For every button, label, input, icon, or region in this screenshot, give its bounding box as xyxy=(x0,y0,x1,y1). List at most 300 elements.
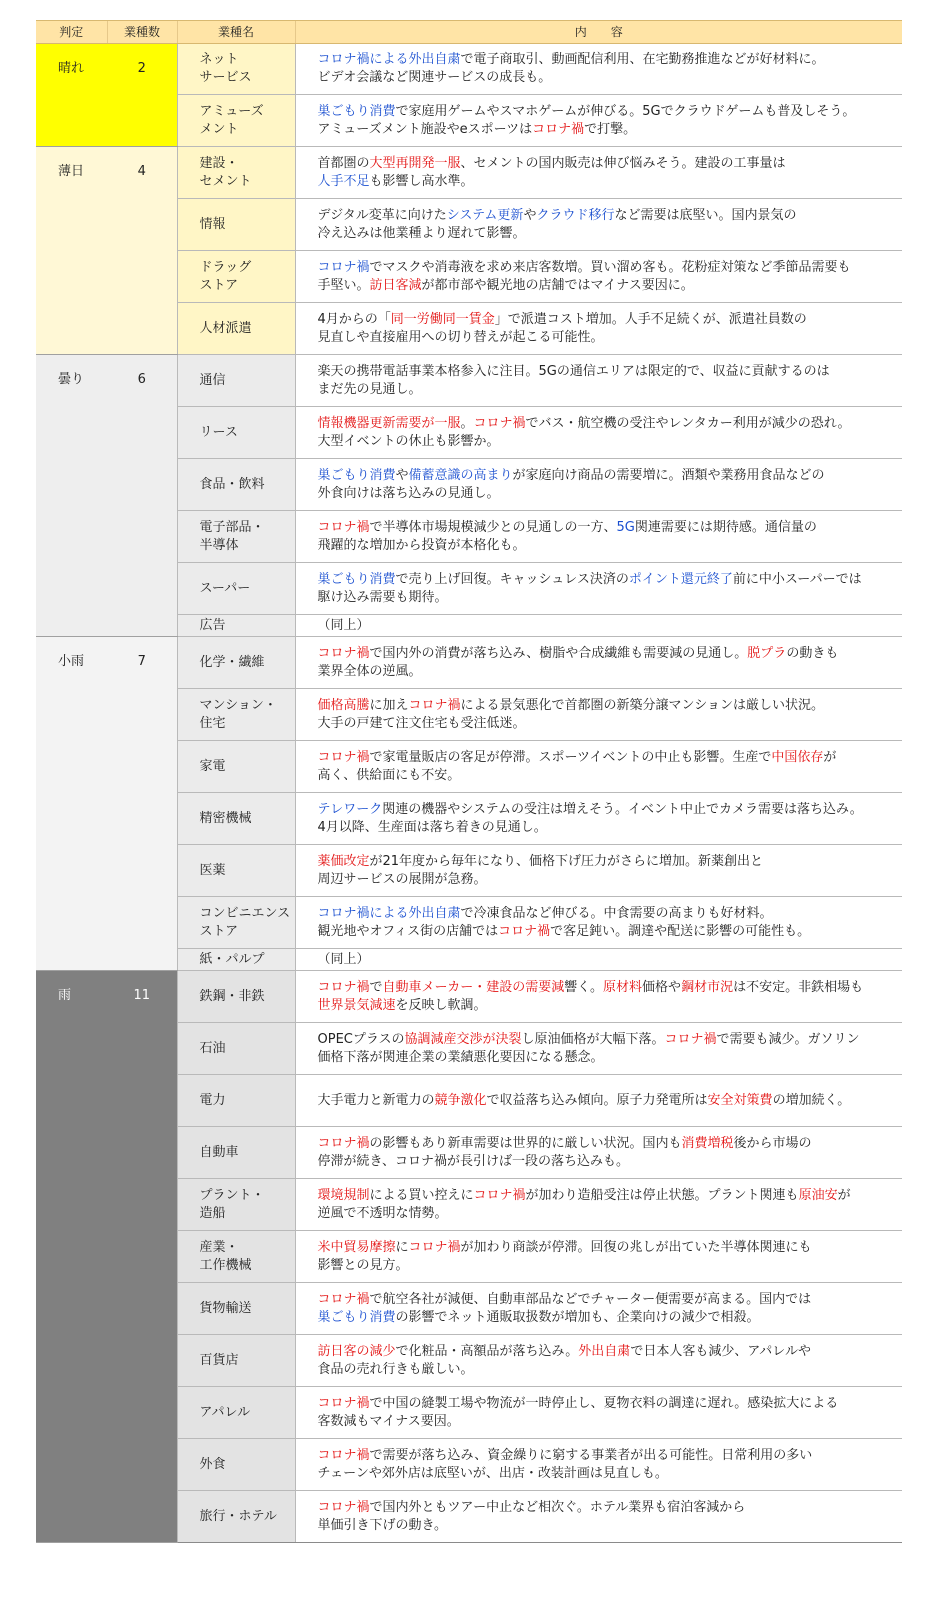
content-line xyxy=(318,979,899,997)
content-text: 高く、供給面にも不安。 xyxy=(317,767,461,783)
industry-name-cell xyxy=(177,971,295,1023)
industry-name-line: 電力 xyxy=(199,1092,226,1108)
industry-name-cell xyxy=(177,615,295,637)
content-cell xyxy=(295,637,902,689)
content-line xyxy=(318,329,899,347)
content-text: も影響し高水準。 xyxy=(369,173,474,189)
highlight-keyword: コロナ禍による外出自粛 xyxy=(317,52,461,67)
header-industry: 業種名 xyxy=(177,21,295,44)
content-text: で半導体市場規模減少との見通しの一方、 xyxy=(369,519,617,535)
highlight-keyword: ポイント還元終了 xyxy=(628,571,733,587)
table-row xyxy=(36,355,902,407)
content-text: による買い控えに xyxy=(369,1187,474,1203)
content-line xyxy=(318,155,899,173)
judgement-cell: 晴れ xyxy=(36,44,107,147)
highlight-keyword: コロナ禍 xyxy=(317,1135,370,1151)
highlight-keyword: 環境規制 xyxy=(317,1187,370,1203)
content-text: 。 xyxy=(460,415,474,431)
content-text: の増加続く。 xyxy=(772,1092,851,1108)
highlight-keyword: 同一労働同一賃金 xyxy=(390,311,495,327)
content-text: や xyxy=(523,207,537,223)
highlight-keyword: コロナ禍 xyxy=(532,121,585,137)
industry-count-cell: 6 xyxy=(107,355,177,637)
content-text: 」で派遣コスト増加。人手不足続くが、派遣社員数の xyxy=(494,311,807,327)
content-line xyxy=(318,617,899,635)
content-cell xyxy=(295,971,902,1023)
industry-name-line: 食品・飲料 xyxy=(199,476,265,492)
table-row xyxy=(36,971,902,1023)
content-line xyxy=(318,225,899,243)
highlight-keyword: コロナ禍 xyxy=(317,1291,370,1307)
judgement-cell: 小雨 xyxy=(36,637,107,971)
industry-name-cell xyxy=(177,1491,295,1543)
industry-name-cell xyxy=(177,949,295,971)
industry-name-cell xyxy=(177,147,295,199)
content-cell xyxy=(295,355,902,407)
content-text: の動きも xyxy=(786,645,839,661)
industry-name-cell xyxy=(177,845,295,897)
content-text: 手堅い。 xyxy=(317,277,370,293)
content-cell xyxy=(295,1491,902,1543)
content-text: 関連の機器やシステムの受注は増えそう。イベント中止でカメラ需要は落ち込み。 xyxy=(382,801,863,817)
content-text: 周辺サービスの展開が急務。 xyxy=(317,871,487,887)
content-text: 冷え込みは他業種より遅れて影響。 xyxy=(317,225,526,241)
content-line xyxy=(318,1257,899,1275)
highlight-keyword: コロナ禍 xyxy=(664,1031,717,1047)
content-cell xyxy=(295,1179,902,1231)
highlight-keyword: コロナ禍 xyxy=(317,519,370,535)
content-text: 単価引き下げの動き。 xyxy=(317,1517,447,1533)
content-text: で日本人客も減少、アパレルや xyxy=(630,1343,811,1359)
content-cell xyxy=(295,511,902,563)
content-line xyxy=(318,923,899,941)
table-row xyxy=(36,147,902,199)
highlight-keyword: 世界景気減速 xyxy=(317,997,396,1013)
content-text: で売り上げ回復。キャッシュレス決済の xyxy=(395,571,629,587)
highlight-keyword: コロナ禍 xyxy=(473,415,526,431)
industry-name-line: 家電 xyxy=(199,758,226,774)
content-text: で冷凍食品など伸びる。中食需要の高まりも好材料。 xyxy=(460,905,773,921)
content-cell xyxy=(295,1127,902,1179)
content-line xyxy=(318,1517,899,1535)
content-line xyxy=(318,1239,899,1257)
industry-name-cell xyxy=(177,511,295,563)
content-cell xyxy=(295,1075,902,1127)
content-text: 大手電力と新電力の xyxy=(317,1092,435,1108)
content-cell xyxy=(295,615,902,637)
highlight-keyword: コロナ禍 xyxy=(498,923,551,939)
highlight-keyword: 人手不足 xyxy=(317,173,370,189)
industry-name-line: 通信 xyxy=(199,372,226,388)
content-cell xyxy=(295,95,902,147)
industry-name-line: 半導体 xyxy=(199,537,239,553)
content-cell xyxy=(295,1335,902,1387)
industry-count-cell: 7 xyxy=(107,637,177,971)
industry-name-line: 旅行・ホテル xyxy=(199,1508,277,1524)
industry-name-line: ネット xyxy=(199,52,239,67)
content-text: 価格下落が関連企業の業績悪化要因になる懸念。 xyxy=(317,1049,604,1065)
content-line xyxy=(318,485,899,503)
industry-name-line: 紙・パルプ xyxy=(199,951,265,967)
content-text: が加わり造船受注は停止状態。プラント関連も xyxy=(525,1187,799,1203)
highlight-keyword: 5G xyxy=(616,519,635,535)
highlight-keyword: 原材料 xyxy=(603,979,643,995)
header-count: 業種数 xyxy=(107,21,177,44)
table-row xyxy=(36,637,902,689)
content-text: 駆け込み需要も期待。 xyxy=(317,589,448,605)
content-cell xyxy=(295,1283,902,1335)
content-text: で中国の縫製工場や物流が一時停止し、夏物衣料の調達に遅れ。感染拡大による xyxy=(369,1395,839,1411)
highlight-keyword: 米中貿易摩擦 xyxy=(317,1239,396,1255)
content-text: ビデオ会議など関連サービスの成長も。 xyxy=(317,70,552,85)
content-line xyxy=(318,277,899,295)
content-line xyxy=(318,1361,899,1379)
content-line xyxy=(318,259,899,277)
content-line xyxy=(318,1291,899,1309)
content-line xyxy=(318,1187,899,1205)
industry-name-line: ドラッグ xyxy=(199,259,252,275)
content-text: による景気悪化で首都圏の新築分譲マンションは厳しい状況。 xyxy=(460,697,824,713)
content-line xyxy=(318,381,899,399)
highlight-keyword: 巣ごもり消費 xyxy=(317,1309,396,1325)
content-line xyxy=(318,207,899,225)
industry-name-cell xyxy=(177,689,295,741)
industry-name-line: 鉄鋼・非鉄 xyxy=(199,988,265,1004)
highlight-keyword: 巣ごもり消費 xyxy=(317,571,396,587)
content-text: チェーンや郊外店は底堅いが、出店・改装計画は見直しも。 xyxy=(317,1465,668,1481)
content-line xyxy=(318,951,899,969)
industry-name-line: 情報 xyxy=(199,216,226,232)
content-cell xyxy=(295,741,902,793)
header-judgement: 判定 xyxy=(36,21,107,44)
industry-count-cell: 11 xyxy=(107,971,177,1543)
judgement-cell: 雨 xyxy=(36,971,107,1543)
content-cell xyxy=(295,199,902,251)
content-line xyxy=(318,645,899,663)
content-cell xyxy=(295,1023,902,1075)
content-cell xyxy=(295,845,902,897)
highlight-keyword: 原油安 xyxy=(798,1187,838,1203)
content-line xyxy=(318,801,899,819)
content-line xyxy=(318,1447,899,1465)
content-line xyxy=(318,103,899,121)
content-line xyxy=(318,1135,899,1153)
highlight-keyword: コロナ禍 xyxy=(317,1499,370,1515)
industry-name-line: 工作機械 xyxy=(199,1257,252,1273)
content-text: で国内外の消費が落ち込み、樹脂や合成繊維も需要減の見通し。 xyxy=(369,645,748,661)
content-text: 4月からの「 xyxy=(317,311,391,327)
industry-name-line: 石油 xyxy=(199,1040,226,1056)
content-text: 楽天の携帯電話事業本格参入に注目。5Gの通信エリアは限定的で、収益に貢献するのは xyxy=(317,363,830,379)
highlight-keyword: 安全対策費 xyxy=(707,1092,773,1108)
content-text: 前に中小スーパーでは xyxy=(732,571,862,587)
content-text: で国内外ともツアー中止など相次ぐ。ホテル業界も宿泊客減から xyxy=(369,1499,746,1515)
content-line xyxy=(318,363,899,381)
highlight-keyword: 中国依存 xyxy=(771,749,824,765)
content-cell xyxy=(295,793,902,845)
content-line xyxy=(318,1205,899,1223)
highlight-keyword: コロナ禍 xyxy=(408,1239,461,1255)
content-text: 首都圏の xyxy=(317,155,370,171)
highlight-keyword: 価格高騰 xyxy=(317,697,370,713)
content-cell xyxy=(295,897,902,949)
content-line xyxy=(318,51,899,69)
content-text: は不安定。非鉄相場も xyxy=(733,979,864,995)
industry-name-line: サービス xyxy=(199,70,252,85)
content-text: や xyxy=(395,467,409,483)
content-line xyxy=(318,749,899,767)
industry-name-cell xyxy=(177,1283,295,1335)
industry-name-line: 精密機械 xyxy=(199,810,252,826)
industry-forecast-table xyxy=(36,20,902,1543)
content-text: で家電量販店の客足が停滞。スポーツイベントの中止も影響。生産で xyxy=(369,749,772,765)
content-text: 価格や xyxy=(642,979,682,995)
content-cell xyxy=(295,563,902,615)
content-line xyxy=(318,433,899,451)
industry-name-cell xyxy=(177,407,295,459)
industry-name-cell xyxy=(177,1231,295,1283)
content-line xyxy=(318,571,899,589)
highlight-keyword: コロナ禍 xyxy=(408,697,461,713)
content-text: 後から市場の xyxy=(733,1135,812,1151)
content-line xyxy=(318,69,899,87)
industry-name-line: スーパー xyxy=(199,580,251,596)
content-line xyxy=(318,1499,899,1517)
highlight-keyword: 訪日客の減少 xyxy=(317,1343,396,1359)
content-line xyxy=(318,589,899,607)
content-line xyxy=(318,1153,899,1171)
highlight-keyword: 鋼材市況 xyxy=(681,979,734,995)
industry-name-line: コンビニエンス xyxy=(199,905,291,921)
industry-name-line: ストア xyxy=(199,277,239,293)
content-text: の影響もあり新車需要は世界的に厳しい状況。国内も xyxy=(369,1135,682,1151)
content-text: に xyxy=(395,1239,409,1255)
content-text: が都市部や観光地の店舗ではマイナス要因に。 xyxy=(421,277,694,293)
content-line xyxy=(318,467,899,485)
highlight-keyword: 競争激化 xyxy=(434,1092,487,1108)
content-text: で客足鈍い。調達や配送に影響の可能性も。 xyxy=(550,923,811,939)
highlight-keyword: 脱プラ xyxy=(747,645,787,661)
content-text: アミューズメント施設やeスポーツは xyxy=(317,121,533,137)
industry-name-cell xyxy=(177,1075,295,1127)
content-text: で航空各社が減便、自動車部品などでチャーター便需要が高まる。国内では xyxy=(369,1291,812,1307)
industry-name-cell xyxy=(177,741,295,793)
content-line xyxy=(318,663,899,681)
content-text: し原油価格が大幅下落。 xyxy=(521,1031,665,1047)
content-text: 停滞が続き、コロナ禍が長引けば一段の落ち込みも。 xyxy=(317,1153,629,1169)
industry-name-line: アミューズ xyxy=(199,103,264,119)
industry-name-line: マンション・ xyxy=(199,697,277,713)
content-text: で家庭用ゲームやスマホゲームが伸びる。5Gでクラウドゲームも普及しそう。 xyxy=(395,103,856,119)
content-text: 大手の戸建て注文住宅も受注低迷。 xyxy=(317,715,526,731)
content-text: が xyxy=(837,1187,851,1203)
industry-name-line: 人材派遣 xyxy=(199,320,252,336)
highlight-keyword: 自動車メーカー・建設の需要減 xyxy=(382,979,565,995)
content-text: 4月以降、生産面は落ち着きの見通し。 xyxy=(317,819,547,835)
industry-name-cell xyxy=(177,303,295,355)
content-line xyxy=(318,905,899,923)
table-row xyxy=(36,44,902,95)
industry-name-cell xyxy=(177,563,295,615)
industry-name-line: セメント xyxy=(199,173,252,189)
highlight-keyword: コロナ禍による外出自粛 xyxy=(317,905,461,921)
industry-name-cell xyxy=(177,1387,295,1439)
highlight-keyword: 協調減産交渉が決裂 xyxy=(404,1031,522,1047)
content-line xyxy=(318,311,899,329)
content-line xyxy=(318,519,899,537)
content-cell xyxy=(295,303,902,355)
content-text: で打撃。 xyxy=(584,121,637,137)
industry-name-line: 造船 xyxy=(199,1205,226,1221)
content-text: 、セメントの国内販売は伸び悩みそう。建設の工事量は xyxy=(460,155,786,171)
industry-name-line: 化学・繊維 xyxy=(199,654,265,670)
content-text: 飛躍的な増加から投資が本格化も。 xyxy=(317,537,526,553)
highlight-keyword: クラウド移行 xyxy=(536,207,615,223)
content-line xyxy=(318,1465,899,1483)
industry-count-cell: 2 xyxy=(107,44,177,147)
industry-name-line: 自動車 xyxy=(199,1144,239,1160)
content-line xyxy=(318,1309,899,1327)
content-text: 業界全体の逆風。 xyxy=(317,663,422,679)
content-text: 見直しや直接雇用への切り替えが起こる可能性。 xyxy=(317,329,604,345)
content-cell xyxy=(295,251,902,303)
content-text: （同上） xyxy=(317,951,370,967)
content-text: 関連需要には期待感。通信量の xyxy=(634,519,817,535)
industry-name-line: 建設・ xyxy=(199,155,239,171)
judgement-cell: 曇り xyxy=(36,355,107,637)
content-line xyxy=(318,1343,899,1361)
content-text: （同上） xyxy=(317,617,370,633)
content-text: で収益落ち込み傾向。原子力発電所は xyxy=(486,1092,708,1108)
highlight-keyword: 巣ごもり消費 xyxy=(317,103,396,119)
content-cell xyxy=(295,949,902,971)
content-cell xyxy=(295,147,902,199)
content-cell xyxy=(295,407,902,459)
industry-name-cell xyxy=(177,199,295,251)
header-row xyxy=(36,21,902,44)
industry-name-line: 医薬 xyxy=(199,862,226,878)
content-text: が21年度から毎年になり、価格下げ圧力がさらに増加。新薬創出と xyxy=(369,853,764,869)
industry-name-line: プラント・ xyxy=(199,1187,265,1203)
content-line xyxy=(318,1049,899,1067)
judgement-cell: 薄日 xyxy=(36,147,107,355)
highlight-keyword: 外出自粛 xyxy=(578,1343,631,1359)
content-line xyxy=(318,767,899,785)
content-text: 大型イベントの休止も影響か。 xyxy=(317,433,500,449)
content-text: 響く。 xyxy=(564,979,604,995)
industry-name-cell xyxy=(177,897,295,949)
content-line xyxy=(318,1395,899,1413)
content-text: が加わり商談が停滞。回復の兆しが出ていた半導体関連にも xyxy=(460,1239,812,1255)
content-text: 逆風で不透明な情勢。 xyxy=(317,1205,448,1221)
industry-name-line: 電子部品・ xyxy=(199,519,265,535)
content-text: 客数減もマイナス要因。 xyxy=(317,1413,460,1429)
content-cell xyxy=(295,1231,902,1283)
content-line xyxy=(318,819,899,837)
highlight-keyword: テレワーク xyxy=(317,801,383,817)
content-line xyxy=(318,715,899,733)
industry-name-cell xyxy=(177,1439,295,1491)
highlight-keyword: コロナ禍 xyxy=(317,749,370,765)
content-text: でバス・航空機の受注やレンタカー利用が減少の恐れ。 xyxy=(525,415,851,431)
content-text: が家庭向け商品の需要増に。酒類や業務用食品などの xyxy=(512,467,825,483)
content-line xyxy=(318,537,899,555)
content-line xyxy=(318,871,899,889)
highlight-keyword: 薬価改定 xyxy=(317,853,370,869)
content-cell xyxy=(295,1439,902,1491)
content-text: まだ先の見通し。 xyxy=(317,381,422,397)
industry-name-cell xyxy=(177,95,295,147)
content-line xyxy=(318,1092,899,1110)
industry-name-cell xyxy=(177,251,295,303)
content-cell xyxy=(295,44,902,95)
industry-name-cell xyxy=(177,355,295,407)
content-text: 観光地やオフィス街の店舗では xyxy=(317,923,499,939)
content-text: で需要も減少。ガソリン xyxy=(716,1031,860,1047)
industry-name-cell xyxy=(177,1023,295,1075)
content-text: OPECプラスの xyxy=(317,1031,405,1047)
industry-name-line: 外食 xyxy=(199,1456,226,1472)
industry-name-cell xyxy=(177,44,295,95)
content-text: 影響との見方。 xyxy=(317,1257,409,1273)
content-line xyxy=(318,853,899,871)
content-text: で電子商取引、動画配信利用、在宅勤務推進などが好材料に。 xyxy=(460,52,825,67)
highlight-keyword: 大型再開発一服 xyxy=(369,155,461,171)
content-text: で需要が落ち込み、資金繰りに窮する事業者が出る可能性。日常利用の多い xyxy=(369,1447,813,1463)
industry-name-cell xyxy=(177,793,295,845)
industry-name-line: メント xyxy=(199,121,239,137)
highlight-keyword: コロナ禍 xyxy=(317,1395,370,1411)
content-cell xyxy=(295,459,902,511)
industry-name-cell xyxy=(177,1335,295,1387)
content-text: 外食向けは落ち込みの見通し。 xyxy=(317,485,500,501)
content-line xyxy=(318,1413,899,1431)
industry-name-cell xyxy=(177,459,295,511)
content-text: でマスクや消毒液を求め来店客数増。買い溜め客も。花粉症対策など季節品需要も xyxy=(369,259,851,275)
content-line xyxy=(318,697,899,715)
highlight-keyword: コロナ禍 xyxy=(473,1187,526,1203)
content-text: の影響でネット通販取扱数が増加も、企業向けの減少で相殺。 xyxy=(395,1309,760,1325)
content-cell xyxy=(295,689,902,741)
content-text: デジタル変革に向けた xyxy=(317,207,447,223)
industry-name-cell xyxy=(177,637,295,689)
content-line xyxy=(318,121,899,139)
highlight-keyword: コロナ禍 xyxy=(317,645,370,661)
content-line xyxy=(318,173,899,191)
content-text: を反映し軟調。 xyxy=(395,997,487,1013)
content-line xyxy=(318,997,899,1015)
content-cell xyxy=(295,1387,902,1439)
content-text: に加え xyxy=(369,697,409,713)
industry-name-line: 住宅 xyxy=(199,715,226,731)
content-line xyxy=(318,1031,899,1049)
highlight-keyword: コロナ禍 xyxy=(317,1447,370,1463)
highlight-keyword: 情報機器更新需要が一服 xyxy=(317,415,461,431)
content-text: で化粧品・高額品が落ち込み。 xyxy=(395,1343,579,1359)
header-content: 内 容 xyxy=(295,21,902,44)
industry-count-cell: 4 xyxy=(107,147,177,355)
industry-name-line: 広告 xyxy=(199,617,226,633)
industry-name-cell xyxy=(177,1127,295,1179)
industry-name-line: リース xyxy=(199,424,238,440)
highlight-keyword: コロナ禍 xyxy=(317,979,370,995)
industry-name-line: アパレル xyxy=(199,1404,251,1420)
highlight-keyword: 訪日客減 xyxy=(369,277,422,293)
industry-name-line: ストア xyxy=(199,923,239,939)
industry-name-line: 百貨店 xyxy=(199,1352,239,1368)
highlight-keyword: システム更新 xyxy=(446,207,524,223)
content-text: など需要は底堅い。国内景気の xyxy=(614,207,797,223)
